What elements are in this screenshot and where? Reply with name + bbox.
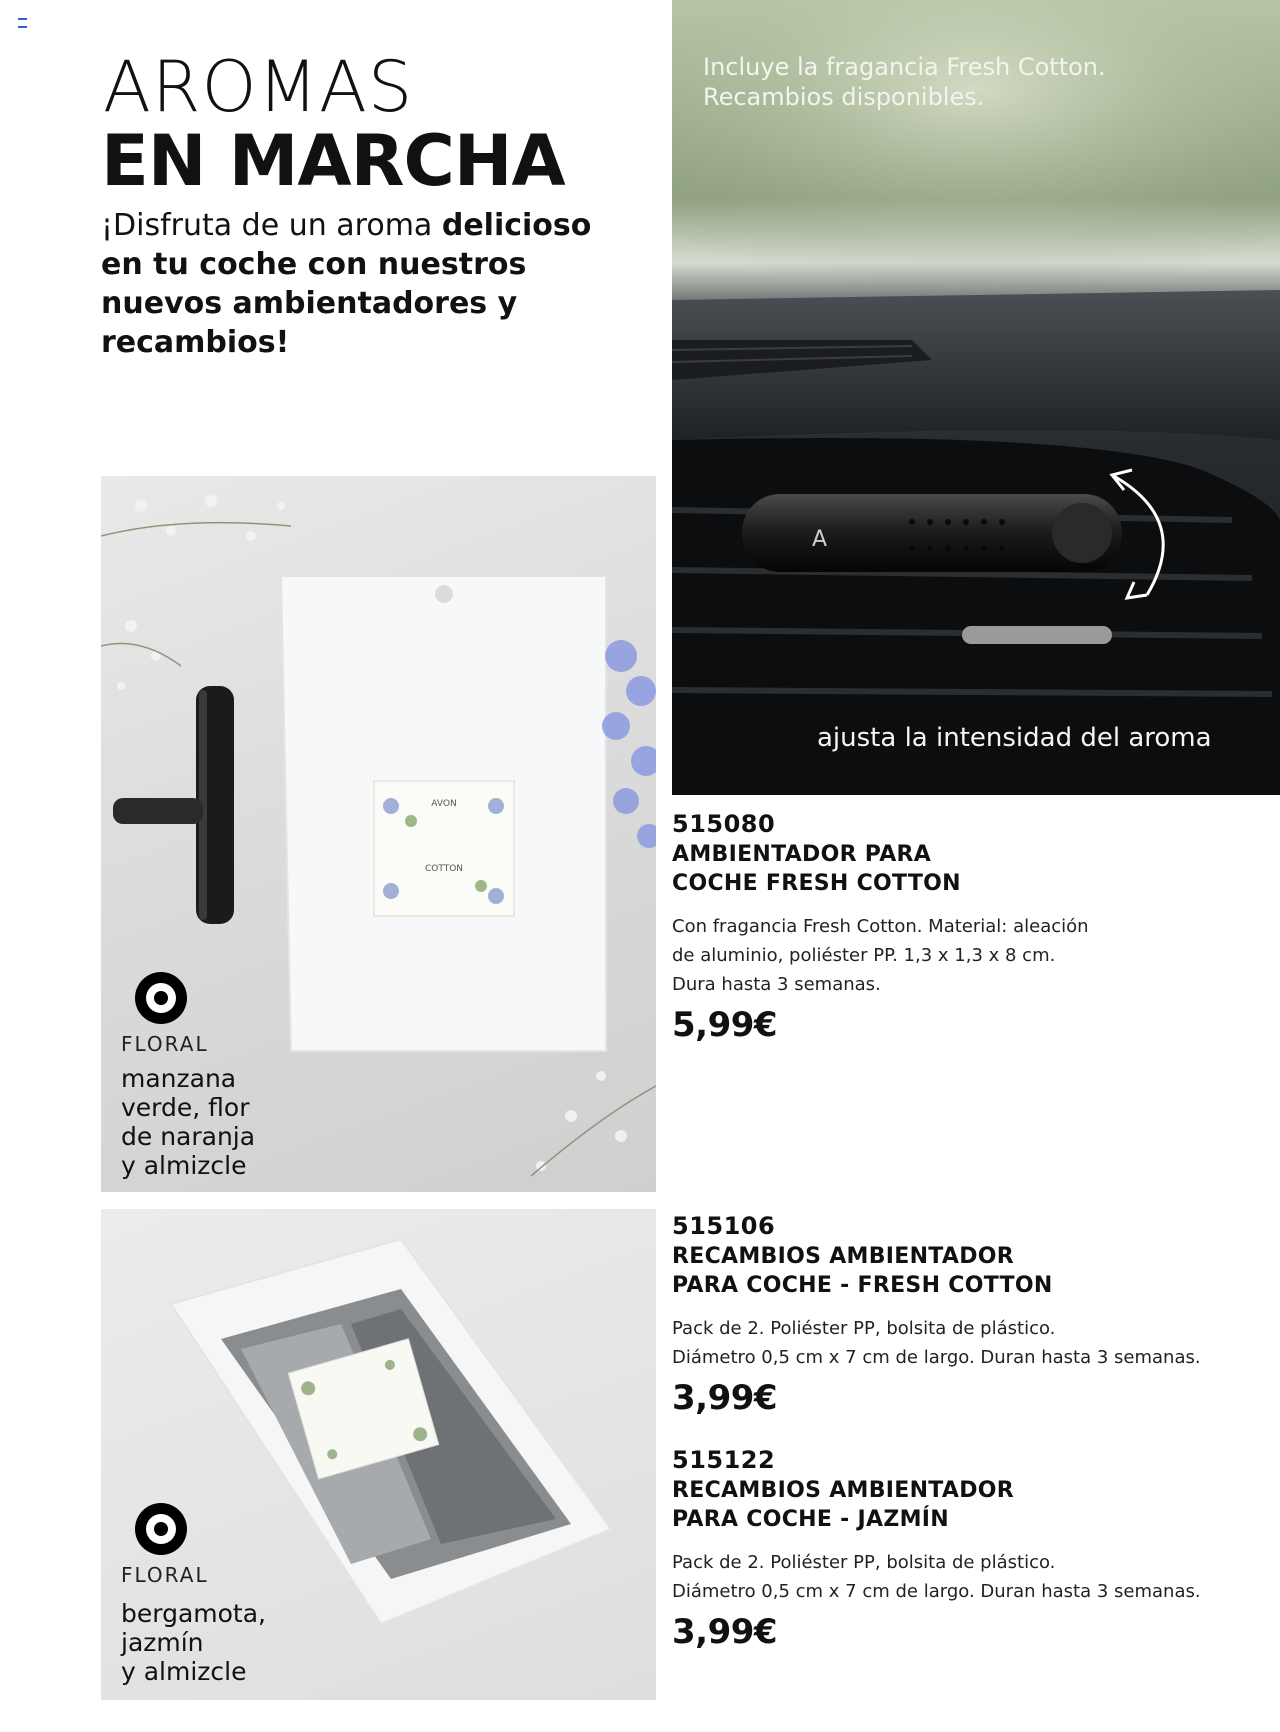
scent-notes xyxy=(121,1599,266,1686)
description-line: Diámetro 0,5 cm x 7 cm de largo. Duran hasta 3 semanas. xyxy=(672,1581,1201,1602)
product-description xyxy=(672,1548,1272,1606)
heading-light: AROMAS xyxy=(103,46,414,128)
car-overlay-line1: Incluye la fragancia Fresh Cotton. xyxy=(703,53,1106,81)
note-line: y almizcle xyxy=(121,1151,247,1180)
note-line: manzana xyxy=(121,1064,237,1093)
description-line: Pack de 2. Poliéster PP, bolsita de plástico. xyxy=(672,1552,1056,1573)
product-price: 3,99€ xyxy=(672,1378,778,1418)
scent-notes xyxy=(121,1064,255,1180)
note-line: verde, flor xyxy=(121,1093,250,1122)
note-line: de naranja xyxy=(121,1122,256,1151)
product-515106 xyxy=(672,1212,1272,1418)
scent-family-label: FLORAL xyxy=(121,1563,209,1587)
lead-part1: ¡Disfruta de un aroma xyxy=(101,208,442,243)
pack-brand: AVON xyxy=(431,799,457,809)
car-overlay-line2: Recambios disponibles. xyxy=(703,83,985,111)
product-name-line2: PARA COCHE - FRESH COTTON xyxy=(672,1273,1053,1298)
product-name-line1: RECAMBIOS AMBIENTADOR xyxy=(672,1244,1015,1269)
description-line: Diámetro 0,5 cm x 7 cm de largo. Duran hasta 3 semanas. xyxy=(672,1347,1201,1368)
product-code: 515106 xyxy=(672,1212,776,1240)
product-name-line2: PARA COCHE - JAZMÍN xyxy=(672,1507,949,1532)
product-name-line2: COCHE FRESH COTTON xyxy=(672,871,961,896)
description-line: Con fragancia Fresh Cotton. Material: aleación xyxy=(672,916,1089,937)
product-515080 xyxy=(672,810,1262,1045)
product-code: 515080 xyxy=(672,810,776,838)
note-line: y almizcle xyxy=(121,1657,247,1686)
scent-family-label: FLORAL xyxy=(121,1032,209,1056)
product-code: 515122 xyxy=(672,1446,776,1474)
menu-icon[interactable] xyxy=(18,18,27,28)
product-515122 xyxy=(672,1446,1272,1652)
description-line: de aluminio, poliéster PP. 1,3 x 1,3 x 8 cm. xyxy=(672,945,1056,966)
product-description xyxy=(672,1314,1272,1372)
product-price: 3,99€ xyxy=(672,1612,778,1652)
lead-paragraph xyxy=(101,206,641,362)
device-letter: A xyxy=(812,527,828,552)
product-name-line1: RECAMBIOS AMBIENTADOR xyxy=(672,1478,1015,1503)
flower-icon xyxy=(135,972,187,1024)
lead-bold: delicioso en tu coche con nuestros nuevos ambientadores y recambios! xyxy=(101,208,592,360)
refill-photo xyxy=(101,1209,656,1700)
car-caption: ajusta la intensidad del aroma xyxy=(817,723,1212,753)
heading-bold: EN MARCHA xyxy=(101,120,565,202)
air-freshener-photo xyxy=(101,476,656,1192)
note-line: bergamota, xyxy=(121,1599,266,1628)
product-price: 5,99€ xyxy=(672,1005,778,1045)
product-description xyxy=(672,912,1262,999)
description-line: Dura hasta 3 semanas. xyxy=(672,974,881,995)
pack-label: COTTON xyxy=(424,864,464,874)
flower-icon xyxy=(135,1503,187,1555)
note-line: jazmín xyxy=(121,1628,204,1657)
description-line: Pack de 2. Poliéster PP, bolsita de plástico. xyxy=(672,1318,1056,1339)
car-vent-photo xyxy=(672,0,1280,795)
car-vent-illustration xyxy=(672,0,1280,795)
product-name-line1: AMBIENTADOR PARA xyxy=(672,842,932,867)
